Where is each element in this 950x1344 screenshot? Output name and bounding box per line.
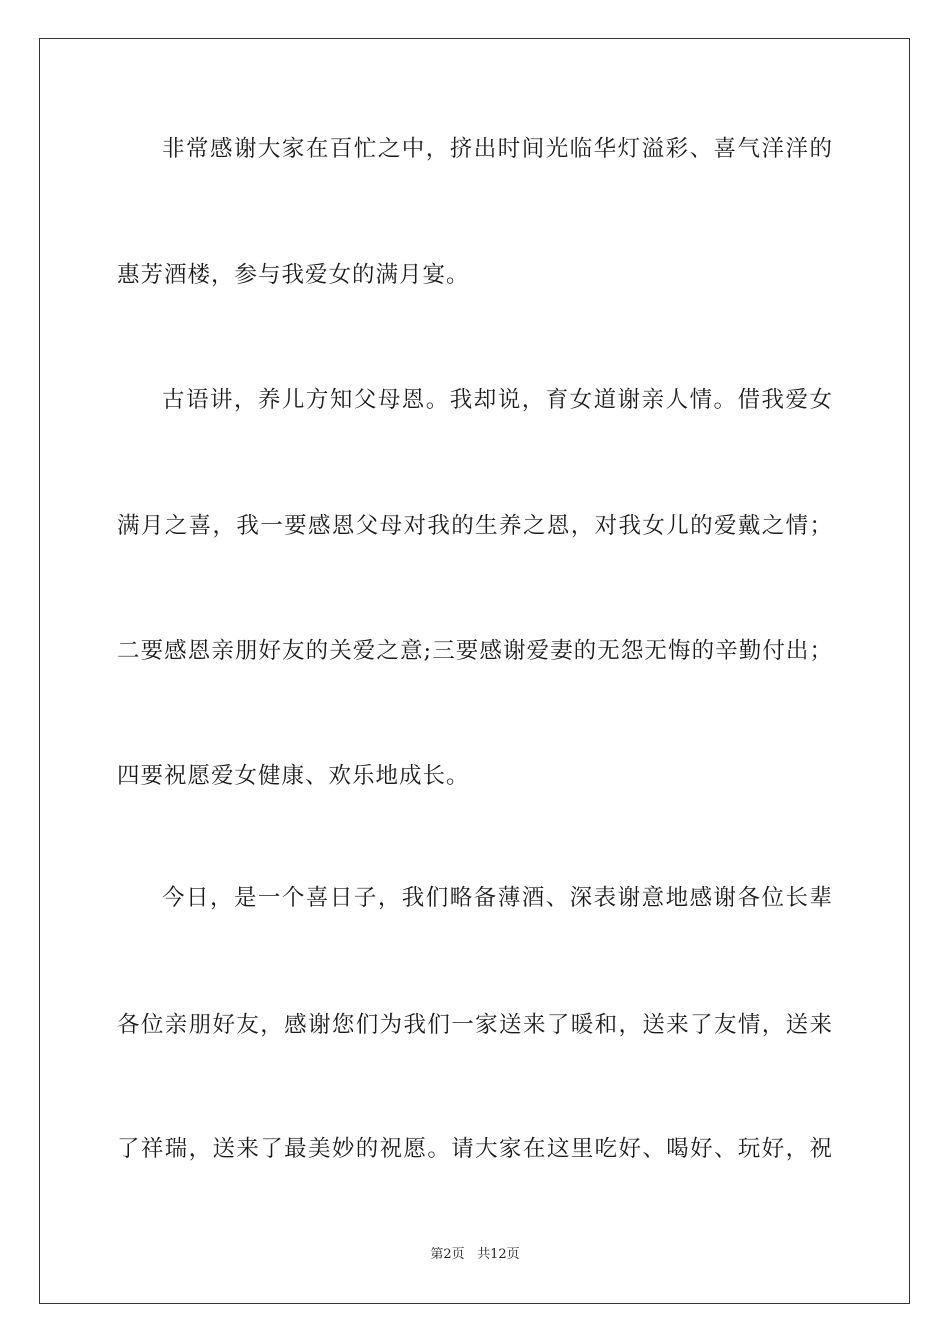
page-number: 第2页 bbox=[430, 1247, 465, 1262]
paragraph-3-line-1: 今日，是一个喜日子，我们略备薄酒、深表谢意地感谢各位长辈 bbox=[162, 885, 833, 911]
paragraph-3-line-3: 了祥瑞，送来了最美妙的祝愿。请大家在这里吃好、喝好、玩好，祝 bbox=[117, 1136, 833, 1162]
total-pages: 共12页 bbox=[477, 1247, 520, 1262]
paragraph-2-line-3: 二要感恩亲朋好友的关爱之意;三要感谢爱妻的无怨无悔的辛勤付出； bbox=[117, 638, 833, 664]
paragraph-2-line-4: 四要祝愿爱女健康、欢乐地成长。 bbox=[117, 763, 470, 789]
paragraph-3-line-2: 各位亲朋好友，感谢您们为我们一家送来了暖和，送来了友情，送来 bbox=[117, 1012, 833, 1038]
paragraph-1-line-2: 惠芳酒楼，参与我爱女的满月宴。 bbox=[117, 262, 470, 288]
page-footer bbox=[0, 1246, 950, 1264]
paragraph-1-line-1: 非常感谢大家在百忙之中，挤出时间光临华灯溢彩、喜气洋洋的 bbox=[162, 136, 833, 162]
paragraph-2-line-2: 满月之喜，我一要感恩父母对我的生养之恩，对我女儿的爱戴之情； bbox=[117, 513, 833, 539]
paragraph-2-line-1: 古语讲，养儿方知父母恩。我却说，育女道谢亲人情。借我爱女 bbox=[162, 387, 833, 413]
page-border bbox=[39, 38, 910, 1304]
